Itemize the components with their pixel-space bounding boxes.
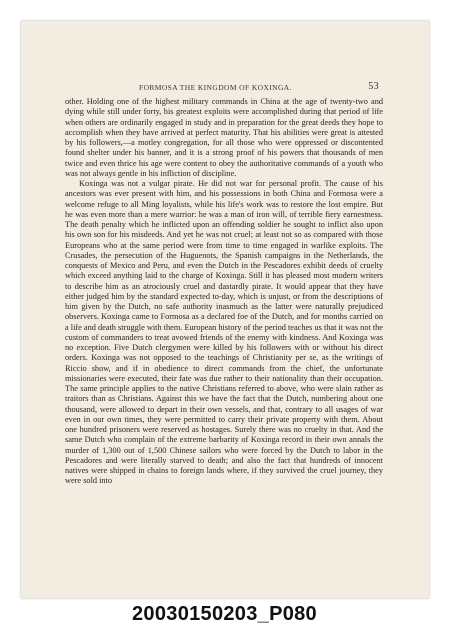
body-text [65, 97, 383, 487]
book-page [21, 21, 429, 598]
page-number: 53 [368, 81, 379, 92]
running-title: FORMOSA THE KINGDOM OF KOXINGA. [139, 83, 292, 92]
paragraph-koxinga: Koxinga was not a vulgar pirate. He did not war for personal profit. The cause of his ancestors was ever present with him, and his possessions in both China and Formosa were a welcome refuge to all Ming loyalists, while his life's work was to restore the lost empire. But he was even more than a mere warrior: he was a man of iron will, of terrible fiery earnestness. The death penalty which he inflicted upon an offending soldier he sought to inflict also upon his own son for his misdeeds. And yet he was not cruel; at least not so as compared with those Europeans who at the same period were from time to time engaged in warlike exploits. The Crusades, the persecution of the Huguenots, the Spanish campaigns in the Netherlands, the conquests of Mexico and Peru, and even the Dutch in the Pescadores exhibit deeds of cruelty which exceed anything laid to the charge of Koxinga. Still it has pleased most modern writers to describe him as an atrociously cruel and dastardly pirate. It would appear that they have either judged him by the standard expected to-day, which is unjust, or from the descriptions of him given by the Dutch, no safe authority inasmuch as the latter were naturally prejudiced observers. Koxinga came to Formosa as a declared foe of the Dutch, and for months carried on a life and death struggle with them. European history of the period teaches us that it was not the custom of commanders to treat avowed friends of the enemy with kindness. And Koxinga was no exception. Five Dutch clergymen were killed by his followers with or without his direct orders. Koxinga was not opposed to the teachings of Christianity per se, as the writings of Riccio show, and if in obedience to direct commands from the chief, the unfortunate missionaries were executed, their fate was due rather to their nationality than their occupation. The same principle applies to the native Christians referred to above, who were slain rather as traitors than as Christians. Against this we have the fact that the Dutch, numbering about one thousand, were allowed to depart in their own vessels, and that, contrary to all usages of war even in our own times, they were permitted to carry their private property with them. About one hundred prisoners were reserved as hostages. Surely there was no cruelty in that. And the same Dutch who complain of the extreme barbarity of Koxinga record in their own annals the murder of 1,300 out of 1,500 Chinese sailors who were forced by the Dutch to labor in the Pescadores and were literally starved to death; and also the fact that hundreds of innocent natives were shipped in chains to foreign lands where, if they survived the cruel journey, they were sold into [65, 179, 383, 486]
running-head [21, 83, 429, 95]
paragraph-continued: other. Holding one of the highest military commands in China at the age of twenty-two and dying while still under forty, his greatest exploits were accomplished during that period of life when others are ordinarily engaged in study and in preparation for the great deeds they hope to accomplish when they have arrived at perfect maturity. That his abilities were great is attested by his followers,—a motley congregation, for all those who were oppressed or discontented found shelter under his banner, and it is a strong proof of his powers that thousands of men twice and even thrice his age were content to obey the authoritative commands of a youth who was not always gentle in his infliction of discipline. [65, 97, 383, 178]
image-caption: 20030150203_P080 [132, 603, 317, 625]
